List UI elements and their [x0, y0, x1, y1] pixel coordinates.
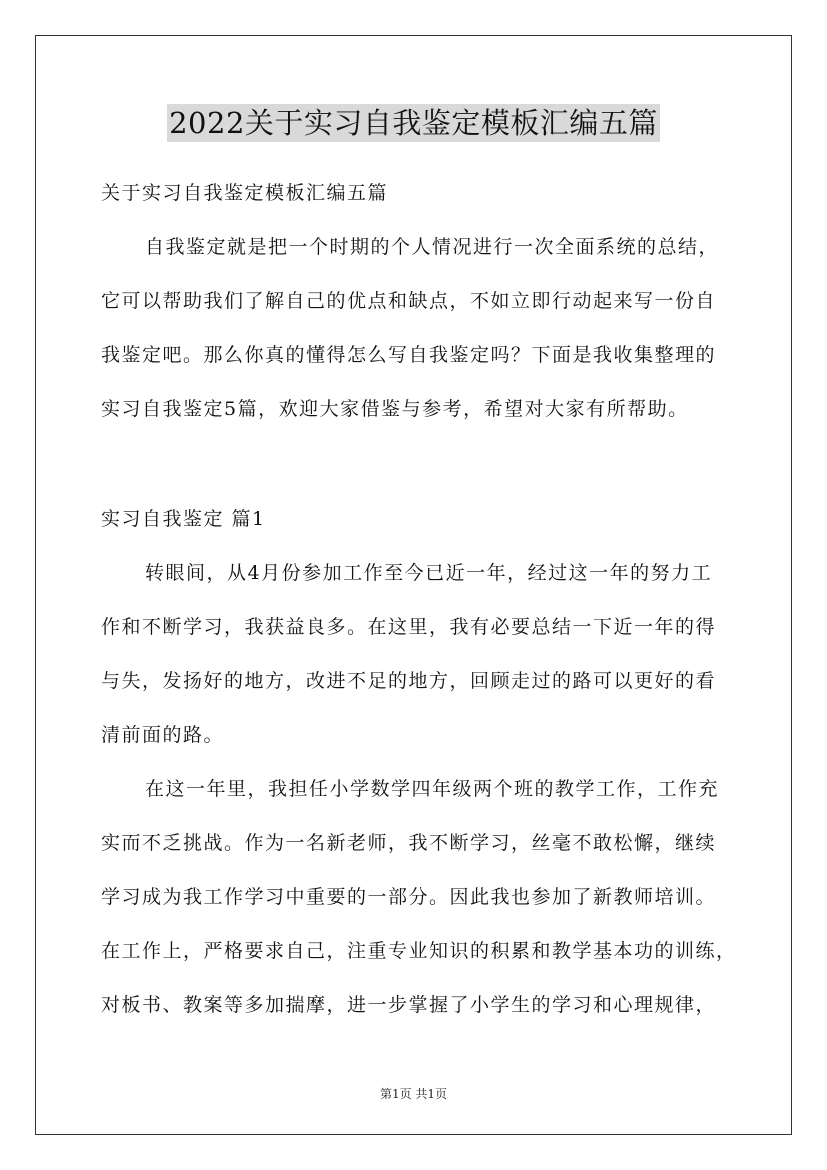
intro-line: 它可以帮助我们了解自己的优点和缺点，不如立即行动起来写一份自 — [101, 290, 717, 312]
paragraph-line: 实而不乏挑战。作为一名新老师，我不断学习，丝毫不敢松懈，继续 — [101, 832, 717, 854]
intro-line: 我鉴定吧。那么你真的懂得怎么写自我鉴定吗？下面是我收集整理的 — [101, 344, 717, 366]
paragraph-line: 对板书、教案等多加揣摩，进一步掌握了小学生的学习和心理规律， — [101, 994, 717, 1016]
paragraph-line: 作和不断学习，我获益良多。在这里，我有必要总结一下近一年的得 — [101, 616, 717, 638]
document-title: 2022关于实习自我鉴定模板汇编五篇 — [169, 106, 658, 140]
paragraph-line: 清前面的路。 — [101, 724, 225, 746]
page-number: 第1页 共1页 — [379, 1087, 448, 1101]
title-container — [0, 104, 827, 142]
paragraph-line: 与失，发扬好的地方，改进不足的地方，回顾走过的路可以更好的看 — [101, 670, 717, 692]
section-heading: 实习自我鉴定 篇1 — [101, 508, 266, 530]
paragraph-line: 学习成为我工作学习中重要的一部分。因此我也参加了新教师培训。 — [101, 886, 717, 908]
subtitle: 关于实习自我鉴定模板汇编五篇 — [101, 182, 389, 204]
intro-line: 实习自我鉴定5篇，欢迎大家借鉴与参考，希望对大家有所帮助。 — [101, 398, 689, 420]
intro-line: 自我鉴定就是把一个时期的个人情况进行一次全面系统的总结， — [145, 236, 720, 258]
paragraph-line: 转眼间，从4月份参加工作至今已近一年，经过这一年的努力工 — [145, 562, 713, 584]
paragraph-line: 在工作上，严格要求自己，注重专业知识的积累和教学基本功的训练， — [101, 940, 737, 962]
paragraph-line: 在这一年里，我担任小学数学四年级两个班的教学工作，工作充 — [145, 778, 720, 800]
